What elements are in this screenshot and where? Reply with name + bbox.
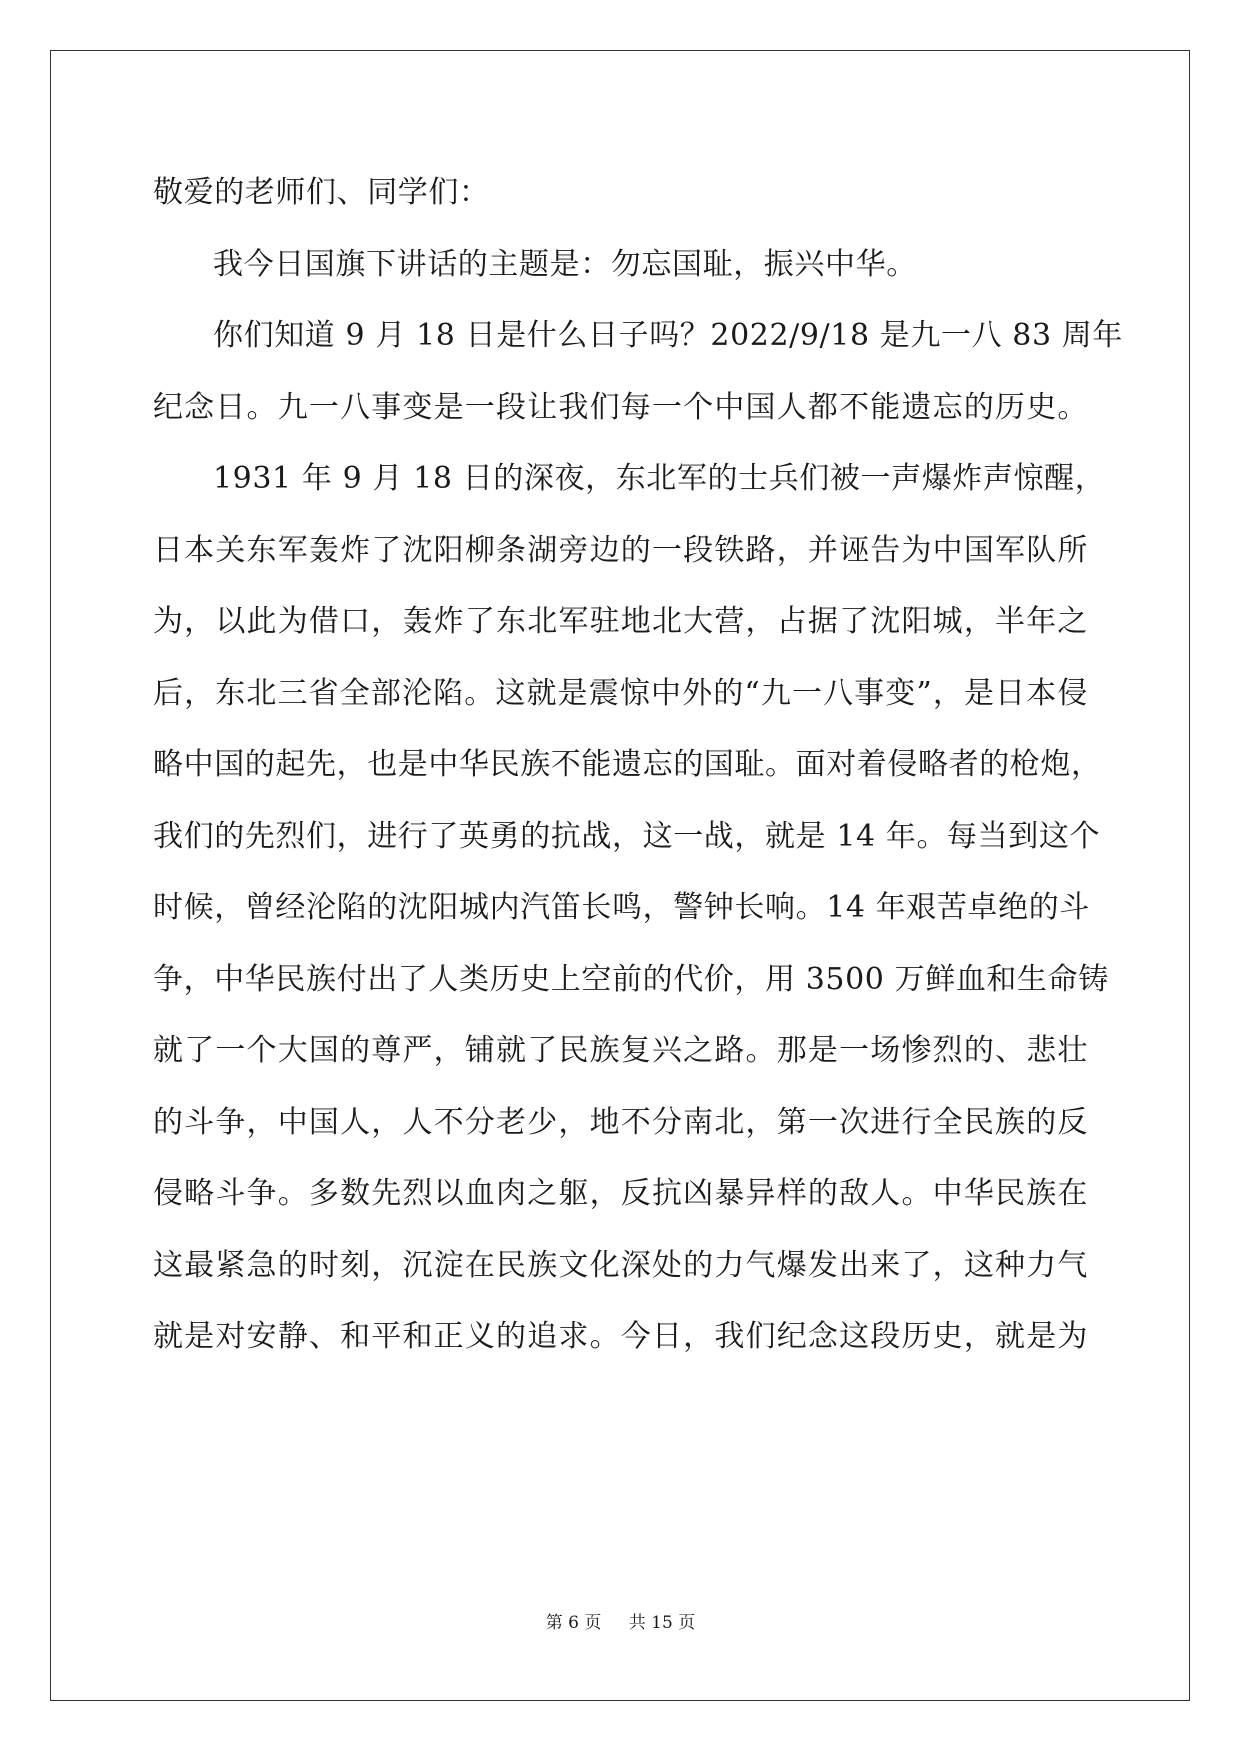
text-line: 略中国的起先，也是中华民族不能遗忘的国耻。面对着侵略者的枪炮， — [153, 747, 1102, 782]
text-line: 后，东北三省全部沦陷。这就是震惊中外的“九一八事变”，是日本侵 — [153, 675, 1088, 711]
page-total: 共 15 页 — [628, 1613, 696, 1633]
text-line: 争，中华民族付出了人类历史上空前的代价，用 3500 万鲜血和生命铸 — [153, 961, 1109, 997]
text-line: 我们的先烈们，进行了英勇的抗战，这一战，就是 14 年。每当到这个 — [153, 818, 1101, 854]
document-body — [153, 168, 1124, 1384]
text-line: 1931 年 9 月 18 日的深夜，东北军的士兵们被一声爆炸声惊醒， — [213, 461, 1106, 496]
text-line: 时候，曾经沦陷的沈阳城内汽笛长鸣，警钟长响。14 年艰苦卓绝的斗 — [153, 890, 1090, 925]
page-number: 第 6 页 — [545, 1613, 602, 1633]
text-line: 侵略斗争。多数先烈以血肉之躯，反抗凶暴异样的敌人。中华民族在 — [153, 1176, 1088, 1211]
text-line: 的斗争，中国人，人不分老少，地不分南北，第一次进行全民族的反 — [153, 1104, 1088, 1140]
text-line: 你们知道 9 月 18 日是什么日子吗？2022/9/18 是九一八 83 周年 — [213, 318, 1124, 353]
text-line: 就了一个大国的尊严，铺就了民族复兴之路。那是一场惨烈的、悲壮 — [153, 1033, 1088, 1068]
text-line: 日本关东军轰炸了沈阳柳条湖旁边的一段铁路，并诬告为中国军队所 — [153, 532, 1088, 568]
text-line: 我今日国旗下讲话的主题是：勿忘国耻，振兴中华。 — [213, 246, 917, 282]
text-line: 为，以此为借口，轰炸了东北军驻地北大营，占据了沈阳城，半年之 — [153, 604, 1088, 639]
text-line: 就是对安静、和平和正义的追求。今日，我们纪念这段历史，就是为 — [153, 1319, 1088, 1354]
page-footer — [0, 1608, 1241, 1633]
text-line: 这最紧急的时刻，沉淀在民族文化深处的力气爆发出来了，这种力气 — [153, 1247, 1088, 1283]
text-line: 纪念日。九一八事变是一段让我们每一个中国人都不能遗忘的历史。 — [153, 389, 1088, 425]
text-line: 敬爱的老师们、同学们： — [153, 175, 490, 210]
